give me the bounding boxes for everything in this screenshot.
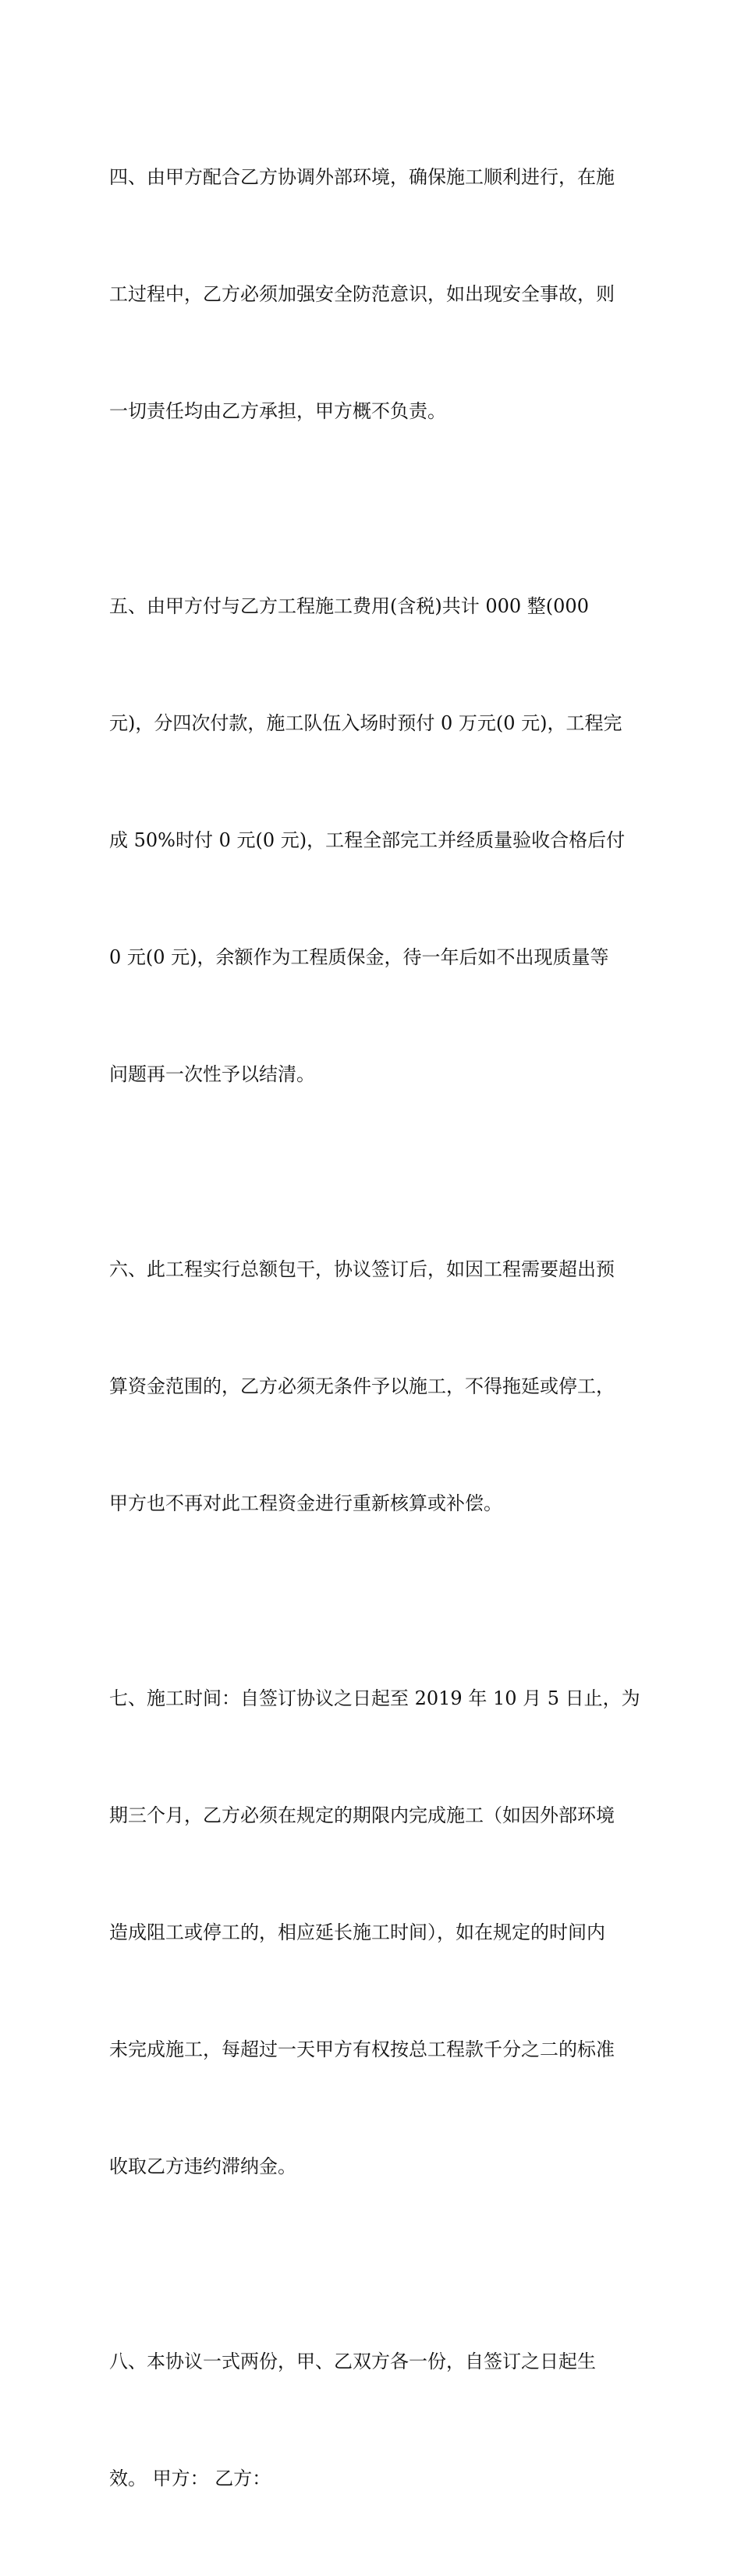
text-line: 未完成施工，每超过一天甲方有权按总工程款千分之二的标准 [109,2038,615,2060]
text-line: 元)，分四次付款，施工队伍入场时预付 0 万元(0 元)，工程完 [109,712,622,734]
clause-6 [109,1172,640,1601]
text-line: 造成阻工或停工的，相应延长施工时间），如在规定的时间内 [109,1921,605,1943]
text-line: 甲方也不再对此工程资金进行重新核算或补偿。 [109,1492,502,1514]
text-line: 八、本协议一式两份，甲、乙双方各一份，自签订之日起生 [109,2351,596,2372]
text-line: 期三个月，乙方必须在规定的期限内完成施工（如因外部环境 [109,1804,615,1826]
text-line: 五、由甲方付与乙方工程施工费用(含税)共计 000 整(000 [109,595,589,617]
clause-5 [109,509,640,1172]
text-line: 收取乙方违约滞纳金。 [109,2156,296,2177]
text-line: 一切责任均由乙方承担，甲方概不负责。 [109,400,446,422]
text-line: 问题再一次性予以结清。 [109,1063,315,1085]
clause-4 [109,80,640,509]
text-line: 0 元(0 元)，余额作为工程质保金，待一年后如不出现质量等 [109,946,609,968]
signature-line: 效。 甲方： 乙方： [109,2468,271,2489]
document-body [109,80,640,2576]
clause-8 [109,2264,640,2576]
text-line: 七、施工时间：自签订协议之日起至 2019 年 10 月 5 日止，为 [109,1687,640,1709]
text-line: 算资金范围的，乙方必须无条件予以施工，不得拖延或停工， [109,1375,615,1397]
clause-7 [109,1601,640,2264]
text-line: 六、此工程实行总额包干，协议签订后，如因工程需要超出预 [109,1258,615,1280]
text-line: 四、由甲方配合乙方协调外部环境，确保施工顺利进行，在施 [109,166,615,188]
text-line: 工过程中，乙方必须加强安全防范意识，如出现安全事故，则 [109,283,615,305]
text-line: 成 50%时付 0 元(0 元)，工程全部完工并经质量验收合格后付 [109,829,626,851]
